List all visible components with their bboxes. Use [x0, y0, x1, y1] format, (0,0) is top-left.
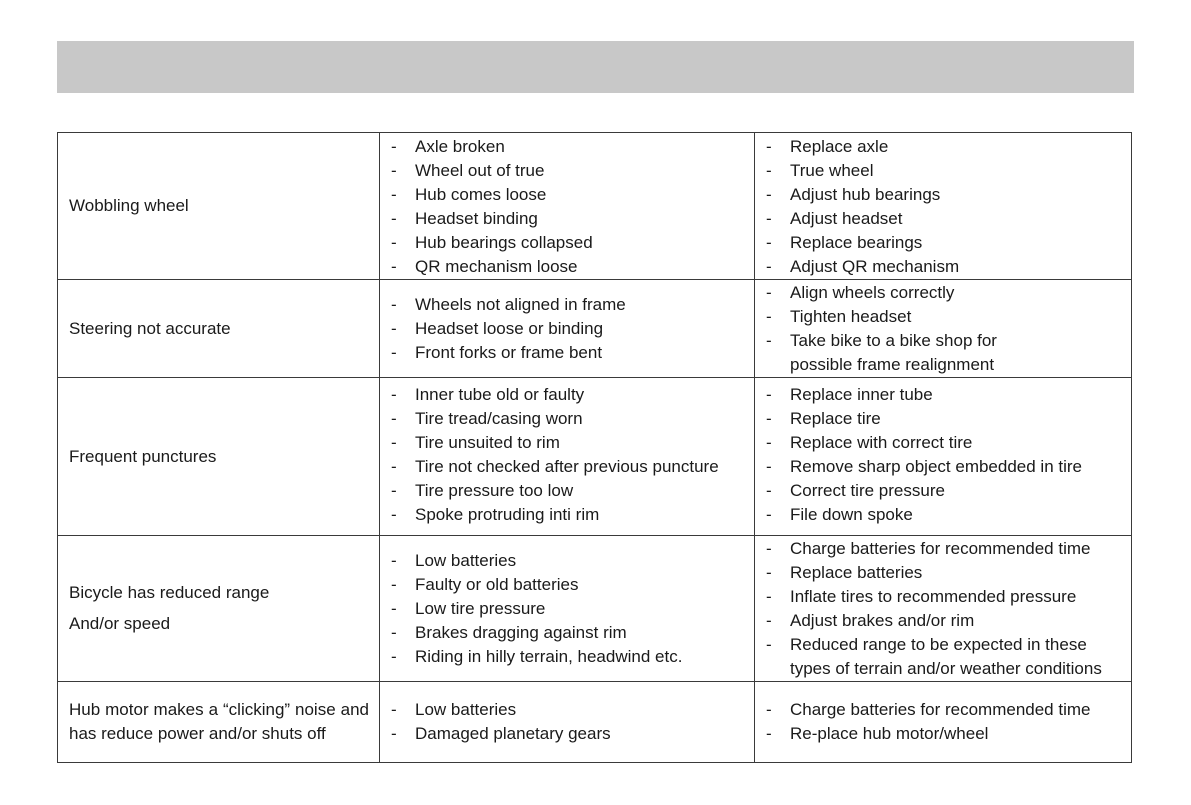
solution-item: - Charge batteries for recommended time	[765, 698, 1131, 722]
cause-item: - Hub bearings collapsed	[390, 231, 754, 255]
problem-text: Wobbling wheel	[69, 196, 189, 215]
cause-list	[390, 135, 754, 279]
solution-item: - True wheel	[765, 159, 1131, 183]
cause-item: - Riding in hilly terrain, headwind etc.	[390, 645, 754, 669]
solution-item: - Replace with correct tire	[765, 431, 1131, 455]
cause-item: - Front forks or frame bent	[390, 341, 754, 365]
cause-item: - Inner tube old or faulty	[390, 383, 754, 407]
solution-item: - File down spoke	[765, 503, 1131, 527]
solution-item: - Replace batteries	[765, 561, 1131, 585]
solution-list	[765, 383, 1131, 527]
cause-item: - Tire not checked after previous puncture	[390, 455, 754, 479]
solution-item: - Adjust QR mechanism	[765, 255, 1131, 279]
problem-text: Steering not accurate	[69, 318, 231, 338]
problem-cell	[58, 133, 380, 280]
cause-cell	[380, 378, 755, 536]
problem-text: Bicycle has reduced range	[69, 583, 270, 602]
solution-cell	[755, 280, 1132, 378]
solution-item: - Replace axle	[765, 135, 1131, 159]
cause-cell	[380, 682, 755, 763]
cause-item: - Headset loose or binding	[390, 317, 754, 341]
cause-list	[390, 383, 754, 527]
cause-item: - QR mechanism loose	[390, 255, 754, 279]
solution-cell	[755, 378, 1132, 536]
cause-item: - Wheels not aligned in frame	[390, 293, 754, 317]
cause-item: - Low batteries	[390, 698, 754, 722]
cause-item: - Tire unsuited to rim	[390, 431, 754, 455]
solution-item: - Adjust headset	[765, 207, 1131, 231]
cause-item: - Damaged planetary gears	[390, 722, 754, 746]
problem-cell	[58, 536, 380, 682]
table-row	[58, 133, 1132, 280]
problem-text: Frequent punctures	[69, 446, 217, 466]
table-row	[58, 536, 1132, 682]
solution-item: - Remove sharp object embedded in tire	[765, 455, 1131, 479]
solution-item: - Take bike to a bike shop for possible frame realignment	[765, 329, 1025, 377]
solution-item: - Inflate tires to recommended pressure	[765, 585, 1131, 609]
solution-cell	[755, 682, 1132, 763]
cause-item: - Spoke protruding inti rim	[390, 503, 754, 527]
cause-item: - Low batteries	[390, 549, 754, 573]
solution-list	[765, 537, 1131, 681]
cause-cell	[380, 133, 755, 280]
table-row	[58, 280, 1132, 378]
troubleshooting-table	[57, 132, 1132, 763]
header-bar	[57, 41, 1134, 93]
problem-cell	[58, 280, 380, 378]
cause-list	[390, 549, 754, 669]
solution-item: - Tighten headset	[765, 305, 1131, 329]
solution-item: - Align wheels correctly	[765, 281, 1131, 305]
solution-item: - Replace tire	[765, 407, 1131, 431]
cause-item: - Tire tread/casing worn	[390, 407, 754, 431]
table-row	[58, 378, 1132, 536]
cause-item: - Hub comes loose	[390, 183, 754, 207]
problem-text: Hub motor makes a “clicking” noise and has reduce power and/or shuts off	[69, 700, 369, 743]
cause-list	[390, 698, 754, 746]
problem-cell	[58, 378, 380, 536]
solution-list	[765, 698, 1131, 746]
solution-item: - Replace inner tube	[765, 383, 1131, 407]
solution-item: - Reduced range to be expected in these types of terrain and/or weather conditions	[765, 633, 1125, 681]
cause-cell	[380, 280, 755, 378]
solution-list	[765, 135, 1131, 279]
solution-item: - Replace bearings	[765, 231, 1131, 255]
solution-item: - Re-place hub motor/wheel	[765, 722, 1131, 746]
cause-list	[390, 293, 754, 365]
solution-item: - Adjust hub bearings	[765, 183, 1131, 207]
cause-item: - Wheel out of true	[390, 159, 754, 183]
solution-item: - Adjust brakes and/or rim	[765, 609, 1131, 633]
cause-item: - Low tire pressure	[390, 597, 754, 621]
cause-item: - Headset binding	[390, 207, 754, 231]
cause-cell	[380, 536, 755, 682]
problem-text: And/or speed	[69, 614, 171, 633]
cause-item: - Faulty or old batteries	[390, 573, 754, 597]
cause-item: - Brakes dragging against rim	[390, 621, 754, 645]
problem-cell	[58, 682, 380, 763]
solution-cell	[755, 133, 1132, 280]
solution-list	[765, 281, 1131, 377]
solution-cell	[755, 536, 1132, 682]
cause-item: - Axle broken	[390, 135, 754, 159]
table-row	[58, 682, 1132, 763]
solution-item: - Charge batteries for recommended time	[765, 537, 1131, 561]
cause-item: - Tire pressure too low	[390, 479, 754, 503]
solution-item: - Correct tire pressure	[765, 479, 1131, 503]
